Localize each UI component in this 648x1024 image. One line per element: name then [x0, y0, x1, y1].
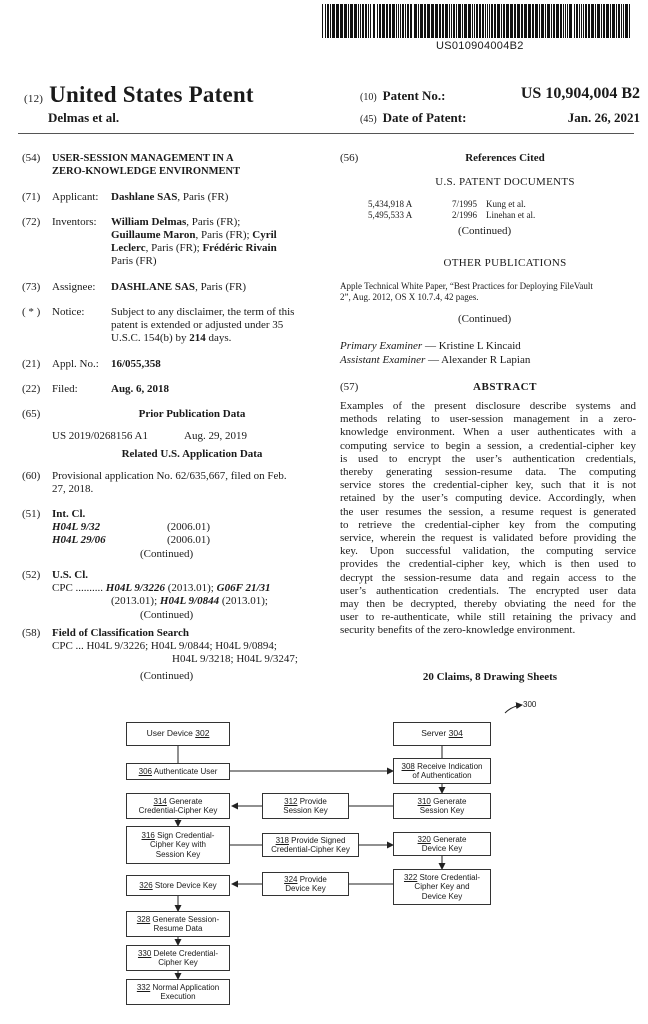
generate-device-key-box: 320 Generate Device Key	[393, 832, 491, 856]
references-continued: (Continued)	[458, 225, 512, 237]
intcl-code: H04L 29/06	[52, 534, 106, 546]
abstract-line: is used to encrypt the user’s authentication credentials,	[340, 452, 636, 465]
abstract-line: knowledge environment. When a user authenticates with a	[340, 426, 636, 439]
receive-indication-box: 308 Receive Indication of Authentication	[393, 758, 491, 784]
server-box: Server 304	[393, 722, 491, 746]
abstract-line: provides the credential-cipher key, which is then used to	[340, 558, 636, 571]
abstract-line: decrypt the session-resume data and regain access to the	[340, 571, 636, 584]
delete-credential-cipher-key-box: 330 Delete Credential- Cipher Key	[126, 945, 230, 971]
abstract-line: user’s authentication credentials. The encrypted user data	[340, 584, 636, 597]
abstract-line: computing service to begin a session, a credential-cipher key	[340, 439, 636, 452]
generate-credential-cipher-key-box: 314 Generate Credential-Cipher Key	[126, 793, 230, 819]
abstract-line: methods relating to user-session management in a zero-	[340, 413, 636, 426]
field-57: (57) ABSTRACT	[340, 381, 537, 393]
field-54: (54) USER-SESSION MANAGEMENT IN A ZERO-KNOWLEDGE ENVIRONMENT	[22, 152, 241, 177]
inventor-short: Delmas et al.	[48, 110, 120, 125]
normal-application-execution-box: 332 Normal Application Execution	[126, 979, 230, 1005]
claims-count: 20 Claims, 8 Drawing Sheets	[422, 671, 558, 683]
primary-examiner: Primary Examiner — Kristine L Kincaid	[340, 340, 521, 352]
intcl-code: H04L 9/32	[52, 521, 101, 533]
store-device-key-box: 326 Store Device Key	[126, 875, 230, 896]
abstract-line: may then be decrypted, thereby obviating the need for the	[340, 598, 636, 611]
field-72: (72) Inventors: William Delmas, Paris (FR); Guillaume Maron, Paris (FR); Cyril Leclerc, Paris (FR); Frédéric Rivain Paris (FR)	[22, 216, 277, 267]
us-patent-documents-heading: U.S. PATENT DOCUMENTS	[435, 176, 575, 188]
abstract-line: to retrieve the credential-cipher key from the computing	[340, 518, 636, 531]
assistant-examiner: Assistant Examiner — Alexander R Lapian	[340, 354, 531, 366]
abstract-line: user to re-authenticate, while still retaining the privacy and	[340, 611, 636, 624]
abstract-line: the user resumes the session, a resume request is generated	[340, 505, 636, 518]
generate-session-key-box: 310 Generate Session Key	[393, 793, 491, 819]
field-51: (51) Int. Cl. H04L 9/32 (2006.01) H04L 29/06 (2006.01) (Continued)	[22, 508, 211, 560]
authenticate-user-box: 306 Authenticate User	[126, 763, 230, 780]
patent-number: (10) Patent No.: US 10,904,004 B2	[360, 85, 640, 103]
generate-session-resume-data-box: 328 Generate Session- Resume Data	[126, 911, 230, 937]
provide-session-key-box: 312 Provide Session Key	[262, 793, 349, 819]
field-58: (58) Field of Classification Search CPC ... H04L 9/3226; H04L 9/0844; H04L 9/0894; H04L 9/3218; H04L 9/3247; (Continued)	[22, 627, 298, 682]
other-publication: Apple Technical White Paper, “Best Practices for Deploying FileVault 2”, Aug. 2012, OS X 10.7.4, 42 pages.	[340, 281, 593, 302]
other-publications-heading: OTHER PUBLICATIONS	[443, 257, 567, 269]
store-credential-cipher-and-device-key-box: 322 Store Credential- Cipher Key and Device Key	[393, 869, 491, 905]
arrow	[505, 705, 522, 713]
abstract-line: Examples of the present disclosure describe systems and	[340, 400, 636, 412]
field-60: (60) Provisional application No. 62/635,667, filed on Feb. 27, 2018.	[22, 470, 287, 495]
field-notice: ( * ) Notice: Subject to any disclaimer, the term of this patent is extended or adjusted under 35 U.S.C. 154(b) by 214 days.	[22, 306, 295, 344]
sign-credential-cipher-key-box: 316 Sign Credential- Cipher Key with Session Key	[126, 826, 230, 864]
abstract-line: retained by the user’s computing device. Accordingly, when	[340, 492, 636, 505]
abstract-line: security benefits of the zero-knowledge environment.	[340, 624, 576, 637]
figure-ref-300: 300	[523, 700, 537, 709]
field-56: (56) References Cited	[340, 152, 545, 164]
reference-row: 5,495,533 A 2/1996 Linehan et al.	[368, 210, 536, 220]
provide-device-key-box: 324 Provide Device Key	[262, 872, 349, 896]
provide-signed-key-box: 318 Provide Signed Credential-Cipher Key	[262, 833, 359, 857]
field-65: (65) Prior Publication Data US 2019/0268156 A1 Aug. 29, 2019 Related U.S. Application Data	[22, 408, 263, 460]
patent-title: (12) United States Patent	[24, 82, 254, 107]
reference-row: 5,434,918 A 7/1995 Kung et al.	[368, 199, 526, 209]
user-device-box: User Device 302	[126, 722, 230, 746]
intcl-year: (2006.01)	[167, 521, 211, 533]
other-publications-continued: (Continued)	[458, 313, 512, 325]
abstract-line: thereby generating session-resume data. The computing	[340, 466, 636, 479]
intcl-year: (2006.01)	[167, 534, 211, 546]
abstract-line: service stores the credential-cipher key, such that it is not	[340, 479, 636, 492]
publication-number: US010904004B2	[436, 40, 524, 52]
abstract-line: service, wherein the request is validated before providing the	[340, 532, 636, 545]
patent-date: (45) Date of Patent: Jan. 26, 2021	[360, 110, 640, 125]
abstract-line: key. Upon successful validation, the computing service	[340, 545, 636, 558]
field-52: (52) U.S. Cl. CPC .......... H04L 9/3226 (2013.01); G06F 21/31 (2013.01); H04L 9/0844 (2013.01); (Continued)	[22, 569, 271, 621]
